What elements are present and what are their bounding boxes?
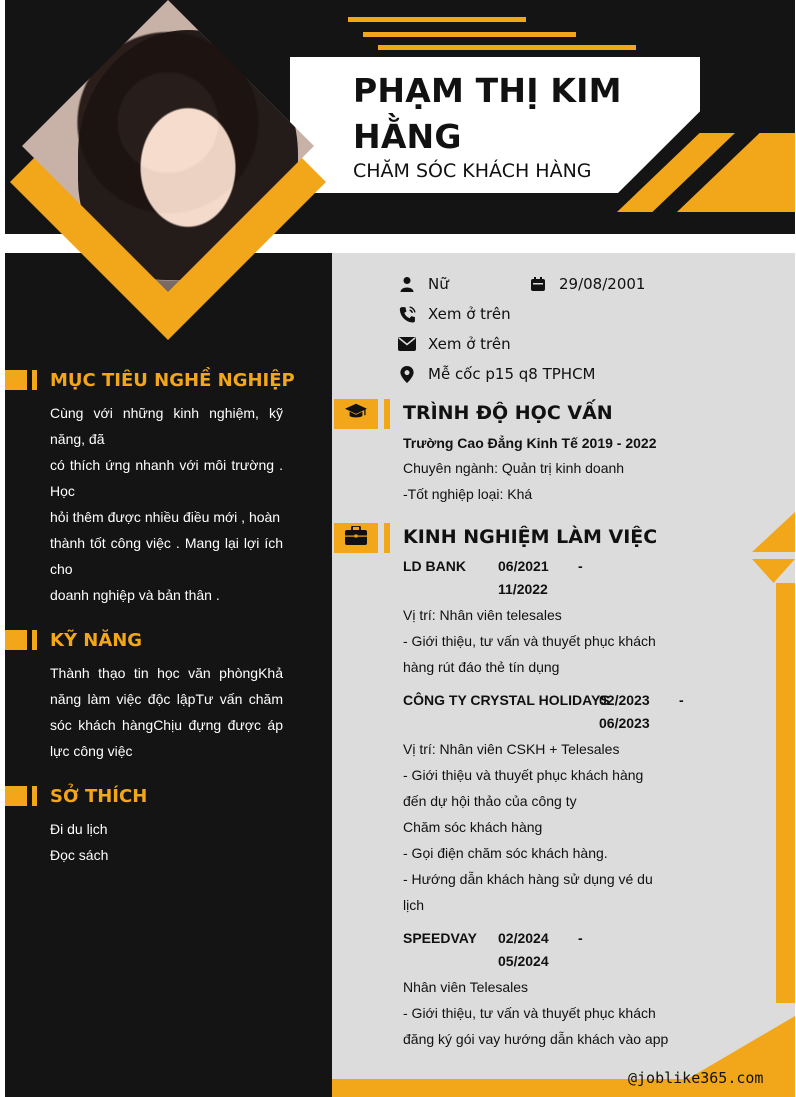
job-detail-line: - Giới thiệu, tư vấn và thuyết phục khách	[403, 633, 656, 649]
job-date: 06/2021 11/2022	[498, 558, 549, 597]
phone-row	[398, 305, 511, 323]
phone-value: Xem ở trên	[428, 305, 511, 323]
hobby-item: Đọc sách	[50, 847, 109, 863]
section-bar	[384, 399, 390, 429]
job-company: LD BANK	[403, 558, 466, 574]
phone-icon	[398, 305, 416, 323]
job-date-dash: -	[578, 558, 583, 574]
job-date: 02/2023 06/2023	[599, 692, 650, 731]
calendar-icon	[529, 275, 547, 293]
job-detail-line: đến dự hội thảo của công ty	[403, 793, 577, 809]
candidate-role: CHĂM SÓC KHÁCH HÀNG	[353, 160, 592, 182]
objective-line: Cùng với những kinh nghiệm, kỹ năng, đã	[50, 405, 283, 447]
section-marker	[5, 630, 27, 650]
job-header	[403, 927, 693, 973]
job-detail-line: Vị trí: Nhân viên telesales	[403, 607, 562, 623]
job-details	[403, 602, 673, 680]
envelope-icon	[398, 335, 416, 353]
deco-bar	[776, 583, 795, 1003]
job-company: SPEEDVAY	[403, 930, 477, 946]
hobbies-title: SỞ THÍCH	[50, 786, 148, 807]
user-icon	[398, 275, 416, 293]
section-marker	[5, 370, 27, 390]
objective-line: doanh nghiệp và bản thân .	[50, 587, 220, 603]
deco-line	[378, 45, 636, 50]
job-details	[403, 736, 673, 918]
objective-line: có thích ứng nhanh với môi trường . Học	[50, 457, 283, 499]
dob-value: 29/08/2001	[559, 275, 646, 293]
job-detail-line: Vị trí: Nhân viên CSKH + Telesales	[403, 741, 620, 757]
skills-text: Thành thạo tin học văn phòngKhả năng làm việc độc lậpTư vấn chăm sóc khách hàngChịu đựng được áp lực công việc	[50, 665, 283, 759]
job-detail-line: - Hướng dẫn khách hàng sử dụng vé du	[403, 871, 653, 887]
section-marker	[32, 786, 37, 806]
job-company: CÔNG TY CRYSTAL HOLIDAYS	[403, 692, 610, 708]
graduation-cap-icon	[345, 403, 367, 426]
deco-triangle	[752, 512, 795, 552]
email-value: Xem ở trên	[428, 335, 511, 353]
hobby-item: Đi du lịch	[50, 821, 108, 837]
email-row	[398, 335, 511, 353]
objective-line: thành tốt công việc . Mang lại lợi ích cho	[50, 535, 283, 577]
briefcase-icon	[345, 526, 367, 550]
skills-title: KỸ NĂNG	[50, 630, 143, 651]
address-row	[398, 365, 596, 383]
job-date: 02/2024 05/2024	[498, 930, 549, 969]
gender-value: Nữ	[428, 275, 449, 293]
deco-line	[363, 32, 576, 37]
education-school: Trường Cao Đẳng Kinh Tế 2019 - 2022	[403, 435, 657, 451]
objective-text	[50, 400, 283, 608]
job-header	[403, 555, 693, 601]
map-pin-icon	[398, 365, 416, 383]
gender-row	[398, 275, 449, 293]
deco-line	[348, 17, 526, 22]
education-icon-box	[334, 399, 378, 429]
hobbies-list	[50, 816, 283, 868]
section-marker	[5, 786, 27, 806]
experience-title: KINH NGHIỆM LÀM VIỆC	[403, 526, 658, 548]
job-detail-line: - Giới thiệu, tư vấn và thuyết phục khách	[403, 1005, 656, 1021]
section-bar	[384, 523, 390, 553]
job-header	[403, 689, 693, 735]
section-marker	[32, 630, 37, 650]
education-title: TRÌNH ĐỘ HỌC VẤN	[403, 402, 613, 424]
objective-line: hỏi thêm được nhiều điều mới , hoàn	[50, 509, 281, 525]
job-detail-line: lịch	[403, 897, 425, 913]
objective-title: MỤC TIÊU NGHỀ NGHIỆP	[50, 370, 295, 391]
job-detail-line: Chăm sóc khách hàng	[403, 819, 543, 835]
job-date-dash: -	[679, 692, 684, 708]
candidate-name: PHẠM THỊ KIM HẰNG	[353, 71, 622, 156]
job-detail-line: - Gọi điện chăm sóc khách hàng.	[403, 845, 608, 861]
job-detail-line: Nhân viên Telesales	[403, 979, 529, 995]
deco-triangle	[752, 559, 795, 583]
job-detail-line: hàng rút đáo thẻ tín dụng	[403, 659, 560, 675]
section-marker	[32, 370, 37, 390]
job-details	[403, 974, 678, 1052]
watermark: @joblike365.com	[628, 1069, 764, 1087]
experience-icon-box	[334, 523, 378, 553]
job-detail-line: - Giới thiệu và thuyết phục khách hàng	[403, 767, 644, 783]
dob-row	[529, 275, 645, 293]
education-major: Chuyên ngành: Quản trị kinh doanh	[403, 460, 625, 476]
job-detail-line: đăng ký gói vay hướng dẫn khách vào app	[403, 1031, 669, 1047]
address-value: Mễ cốc p15 q8 TPHCM	[428, 365, 596, 383]
education-grade: -Tốt nghiệp loại: Khá	[403, 486, 533, 502]
job-date-dash: -	[578, 930, 583, 946]
